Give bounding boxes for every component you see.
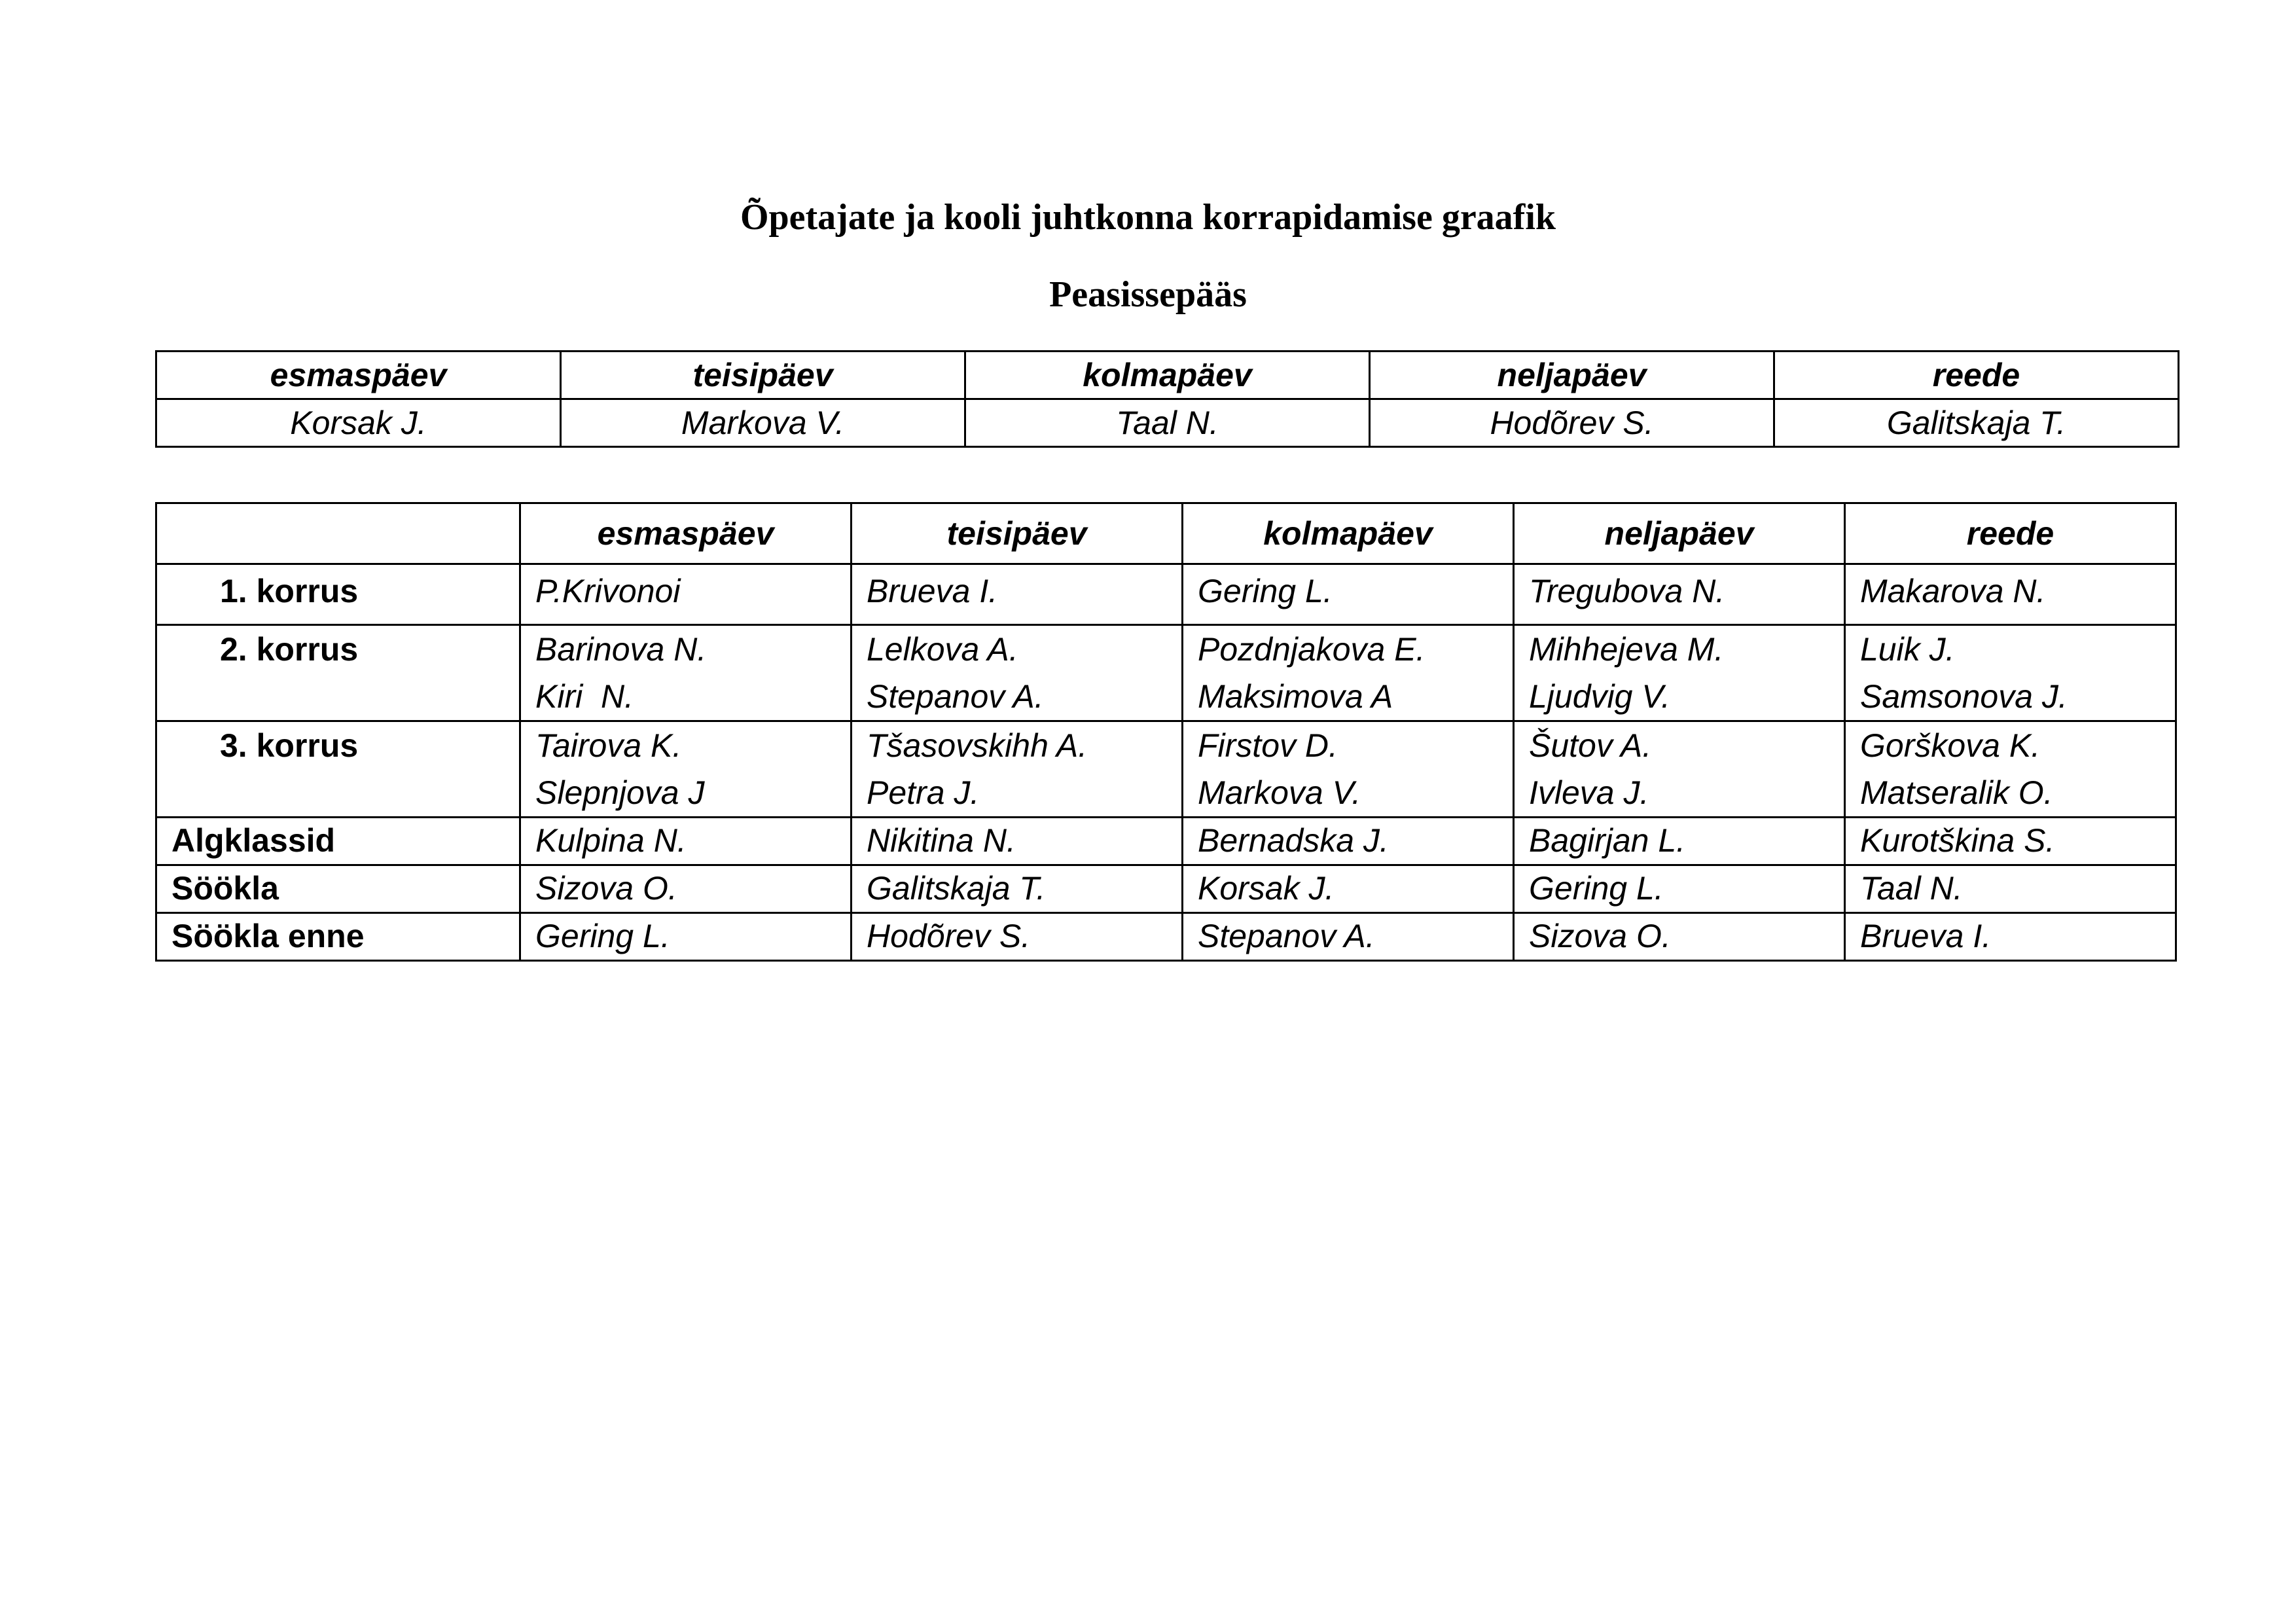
document-title: Õpetajate ja kooli juhtkonna korrapidamise graafik bbox=[740, 197, 1556, 238]
floor-duty-cell bbox=[1514, 865, 1845, 913]
entrance-duty-cell: Markova V. bbox=[561, 399, 965, 447]
floor-row bbox=[156, 913, 2176, 961]
floor-row-label: 2. korrus bbox=[156, 625, 520, 721]
teacher-name: Pozdnjakova E. bbox=[1198, 631, 1426, 668]
floor-duty-cell bbox=[1514, 625, 1845, 721]
floor-duty-cell bbox=[852, 564, 1183, 625]
floor-duty-cell bbox=[852, 913, 1183, 961]
floor-duty-cell bbox=[1845, 721, 2176, 818]
teacher-name: Ivleva J. bbox=[1529, 774, 1649, 811]
entrance-duty-cell: Taal N. bbox=[965, 399, 1370, 447]
teacher-name: Bagirjan L. bbox=[1529, 822, 1686, 859]
floor-duty-cell bbox=[1183, 865, 1514, 913]
entrance-duty-row bbox=[156, 399, 2179, 447]
floor-header-day: neljapäev bbox=[1514, 503, 1845, 564]
teacher-name: Gering L. bbox=[535, 918, 670, 954]
teacher-name: Sizova O. bbox=[1529, 918, 1671, 954]
floor-duty-cell bbox=[1514, 913, 1845, 961]
floor-duty-cell bbox=[1183, 625, 1514, 721]
floor-duty-cell bbox=[1183, 818, 1514, 865]
floor-duty-cell bbox=[520, 721, 852, 818]
floor-duty-cell bbox=[1183, 721, 1514, 818]
floor-duty-cell bbox=[852, 865, 1183, 913]
floor-table-body bbox=[156, 564, 2176, 961]
entrance-duty-cell: Korsak J. bbox=[156, 399, 561, 447]
floor-duty-table bbox=[155, 502, 2177, 962]
floor-duty-cell bbox=[520, 625, 852, 721]
entrance-header-row bbox=[156, 352, 2179, 399]
teacher-name: Mihhejeva M. bbox=[1529, 631, 1724, 668]
teacher-name: Galitskaja T. bbox=[867, 870, 1046, 907]
teacher-name: P.Krivonoi bbox=[535, 573, 681, 609]
teacher-name: Gorškova K. bbox=[1860, 727, 2041, 764]
floor-duty-cell bbox=[1845, 625, 2176, 721]
teacher-name: Luik J. bbox=[1860, 631, 1955, 668]
main-entrance-table bbox=[155, 350, 2179, 448]
teacher-name: Maksimova A bbox=[1198, 678, 1393, 715]
teacher-name: Tairova K. bbox=[535, 727, 682, 764]
teacher-name: Makarova N. bbox=[1860, 573, 2046, 609]
entrance-duty-cell: Hodõrev S. bbox=[1370, 399, 1774, 447]
floor-duty-cell bbox=[520, 865, 852, 913]
entrance-header-day: reede bbox=[1774, 352, 2179, 399]
floor-duty-cell bbox=[1183, 913, 1514, 961]
teacher-name: Brueva I. bbox=[1860, 918, 1992, 954]
entrance-header-day: teisipäev bbox=[561, 352, 965, 399]
floor-header-day: reede bbox=[1845, 503, 2176, 564]
teacher-name: Matseralik O. bbox=[1860, 774, 2053, 811]
floor-duty-cell bbox=[1845, 564, 2176, 625]
teacher-name: Samsonova J. bbox=[1860, 678, 2068, 715]
floor-duty-cell bbox=[852, 721, 1183, 818]
teacher-name: Kurotškina S. bbox=[1860, 822, 2055, 859]
floor-header-row bbox=[156, 503, 2176, 564]
teacher-name: Kiri N. bbox=[535, 678, 634, 715]
teacher-name: Bernadska J. bbox=[1198, 822, 1389, 859]
floor-header-day: teisipäev bbox=[852, 503, 1183, 564]
floor-duty-cell bbox=[1514, 564, 1845, 625]
floor-header-day: esmaspäev bbox=[520, 503, 852, 564]
teacher-name: Stepanov A. bbox=[1198, 918, 1375, 954]
teacher-name: Nikitina N. bbox=[867, 822, 1016, 859]
floor-header-empty bbox=[156, 503, 520, 564]
teacher-name: Taal N. bbox=[1860, 870, 1963, 907]
floor-duty-cell bbox=[852, 625, 1183, 721]
teacher-name: Petra J. bbox=[867, 774, 980, 811]
floor-duty-cell bbox=[1845, 865, 2176, 913]
teacher-name: Tregubova N. bbox=[1529, 573, 1725, 609]
floor-header-day: kolmapäev bbox=[1183, 503, 1514, 564]
teacher-name: Korsak J. bbox=[1198, 870, 1335, 907]
teacher-name: Barinova N. bbox=[535, 631, 707, 668]
floor-row bbox=[156, 865, 2176, 913]
floor-duty-cell bbox=[520, 913, 852, 961]
floor-row bbox=[156, 721, 2176, 818]
floor-duty-cell bbox=[1845, 818, 2176, 865]
floor-row-label: Söökla enne bbox=[156, 913, 520, 961]
entrance-header-day: neljapäev bbox=[1370, 352, 1774, 399]
section-title-main-entrance: Peasissepääs bbox=[1049, 274, 1247, 315]
teacher-name: Firstov D. bbox=[1198, 727, 1338, 764]
floor-row-label: 3. korrus bbox=[156, 721, 520, 818]
teacher-name: Šutov A. bbox=[1529, 727, 1652, 764]
teacher-name: Tšasovskihh A. bbox=[867, 727, 1088, 764]
teacher-name: Brueva I. bbox=[867, 573, 998, 609]
teacher-name: Lelkova A. bbox=[867, 631, 1018, 668]
floor-row-label: 1. korrus bbox=[156, 564, 520, 625]
floor-duty-cell bbox=[1183, 564, 1514, 625]
entrance-duty-cell: Galitskaja T. bbox=[1774, 399, 2179, 447]
floor-row-label: Algklassid bbox=[156, 818, 520, 865]
floor-duty-cell bbox=[1514, 818, 1845, 865]
teacher-name: Ljudvig V. bbox=[1529, 678, 1670, 715]
teacher-name: Kulpina N. bbox=[535, 822, 687, 859]
floor-row bbox=[156, 625, 2176, 721]
teacher-name: Stepanov A. bbox=[867, 678, 1044, 715]
teacher-name: Markova V. bbox=[1198, 774, 1361, 811]
teacher-name: Sizova O. bbox=[535, 870, 677, 907]
floor-row bbox=[156, 564, 2176, 625]
floor-duty-cell bbox=[1845, 913, 2176, 961]
floor-duty-cell bbox=[1514, 721, 1845, 818]
teacher-name: Gering L. bbox=[1529, 870, 1664, 907]
entrance-header-day: esmaspäev bbox=[156, 352, 561, 399]
teacher-name: Slepnjova J bbox=[535, 774, 705, 811]
entrance-header-day: kolmapäev bbox=[965, 352, 1370, 399]
floor-duty-cell bbox=[520, 564, 852, 625]
floor-duty-cell bbox=[520, 818, 852, 865]
floor-row bbox=[156, 818, 2176, 865]
floor-row-label: Söökla bbox=[156, 865, 520, 913]
teacher-name: Gering L. bbox=[1198, 573, 1333, 609]
floor-duty-cell bbox=[852, 818, 1183, 865]
teacher-name: Hodõrev S. bbox=[867, 918, 1031, 954]
